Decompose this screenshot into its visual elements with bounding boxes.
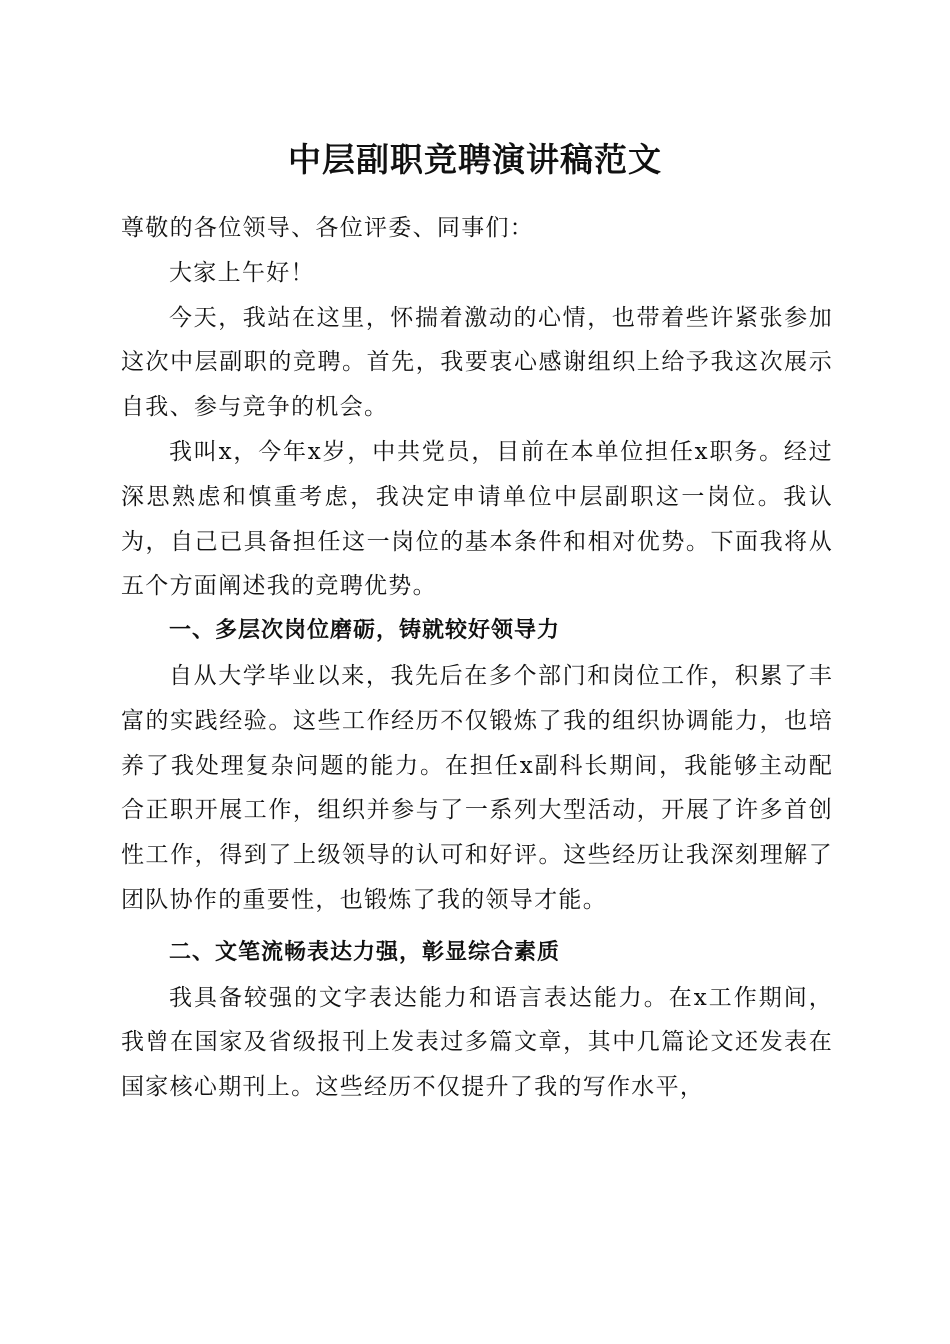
document-body — [121, 206, 833, 1110]
section-2-paragraph: 我具备较强的文字表达能力和语言表达能力。在x工作期间，我曾在国家及省级报刊上发表过多篇文章，其中几篇论文还发表在国家核心期刊上。这些经历不仅提升了我的写作水平， — [121, 984, 833, 1101]
intro-paragraph: 今天，我站在这里，怀揣着激动的心情，也带着些许紧张参加这次中层副职的竞聘。首先，我要衷心感谢组织上给予我这次展示自我、参与竞争的机会。 — [121, 304, 833, 421]
section-2-heading: 二、文笔流畅表达力强，彰显综合素质 — [169, 939, 561, 965]
salutation: 尊敬的各位领导、各位评委、同事们： — [121, 215, 535, 241]
self-intro-paragraph: 我叫x，今年x岁，中共党员，目前在本单位担任x职务。经过深思熟虑和慎重考虑，我决定申请单位中层副职这一岗位。我认为，自己已具备担任这一岗位的基本条件和相对优势。下面我将从五个方面阐述我的竞聘优势。 — [121, 438, 833, 600]
section-gap — [121, 923, 833, 931]
section-1-heading: 一、多层次岗位磨砺，铸就较好领导力 — [169, 618, 561, 644]
greeting: 大家上午好！ — [169, 259, 315, 286]
document-title: 中层副职竞聘演讲稿范文 — [288, 140, 662, 179]
section-1-paragraph: 自从大学毕业以来，我先后在多个部门和岗位工作，积累了丰富的实践经验。这些工作经历不仅锻炼了我的组织协调能力，也培养了我处理复杂问题的能力。在担任x副科长期间，我能够主动配合正职开展工作，组织并参与了一系列大型活动，开展了许多首创性工作，得到了上级领导的认可和好评。这些经历让我深刻理解了团队协作的重要性，也锻炼了我的领导才能。 — [121, 662, 833, 913]
